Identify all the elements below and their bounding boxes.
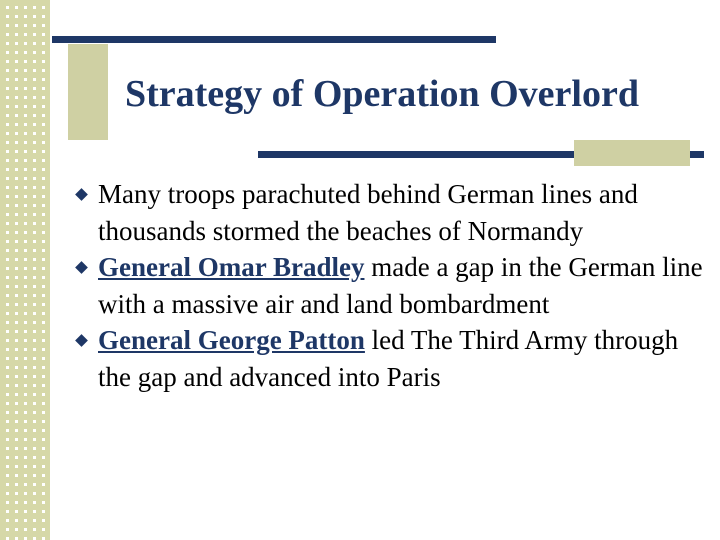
diamond-bullet-icon — [75, 188, 88, 201]
bullet-list — [68, 176, 708, 395]
slide-title: Strategy of Operation Overlord — [125, 73, 639, 115]
bottom-accent-block — [574, 140, 690, 166]
diamond-bullet-icon — [75, 261, 88, 274]
bullet-text: led The Third Army through the gap and advanced into Paris — [98, 325, 679, 392]
bullet-text: made a gap in the German line with a massive air and land bombardment — [98, 252, 703, 319]
bullet-emphasis: General Omar Bradley — [98, 252, 365, 282]
diamond-bullet-icon — [75, 334, 88, 347]
decorative-grid-strip — [0, 0, 50, 540]
bullet-item — [68, 249, 708, 322]
bullet-item — [68, 322, 708, 395]
bullet-item — [68, 176, 708, 249]
bullet-emphasis: General George Patton — [98, 325, 365, 355]
bullet-text: Many troops parachuted behind German lines and thousands stormed the beaches of Normandy — [98, 179, 638, 246]
title-top-bar — [52, 36, 496, 43]
title-accent-block — [68, 44, 108, 140]
